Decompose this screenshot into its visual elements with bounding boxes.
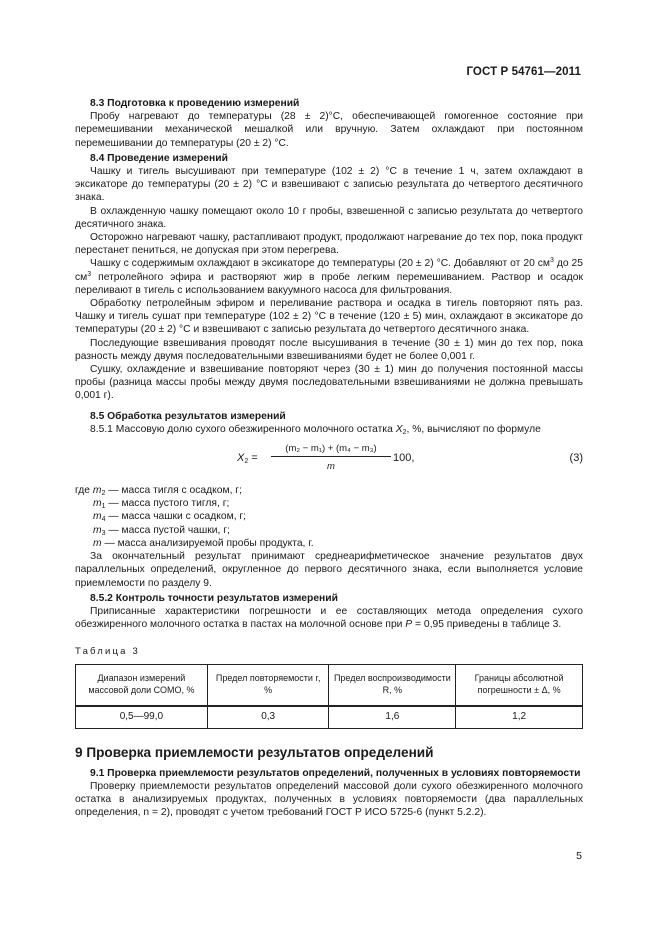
var-4-symbol: m (93, 537, 102, 549)
var-2-sub: 4 (101, 516, 106, 524)
table-3 (75, 664, 583, 729)
section-8-5-title: 8.5 Обработка результатов измерений (90, 410, 286, 422)
var-0-desc: — масса тигля с осадком, г; (105, 485, 242, 497)
formula-number: (3) (569, 452, 583, 465)
formula-lhs (237, 452, 258, 465)
section-9-title: 9 Проверка приемлемости результатов определений (75, 744, 434, 760)
variable-item (93, 510, 583, 523)
page-number: 5 (576, 850, 582, 862)
superscript-3: 3 (549, 257, 554, 265)
table-cell: 1,2 (456, 706, 583, 729)
section-8-4-paragraph-1: Чашку и тигель высушивают при температуре (102 ± 2) °С в течение 1 ч, затем охлаждают в эксикаторе до температуры (20 ± 2) °С и взвешивают с записью результата до четвертого десятичного знака. (75, 166, 583, 204)
formula-multiplier: 100, (393, 452, 415, 465)
formula-lhs-symbol: X (237, 452, 245, 465)
section-8-4-paragraph-2: В охлажденную чашку помещают около 10 г пробы, взвешенной с записью результата до четвертого десятичного знака. (75, 205, 583, 230)
section-8-4-paragraph-5: Обработку петролейным эфиром и переливание раствора и осадка в тигель повторяют пять раз. Чашку и тигель сушат при температуре (102 ± 2) °С в течение (120 ± 5) мин, охлаждают в эксикаторе до температуры (20 ± 2) °С и взвешивают с записью результата до четвертого десятичного знака. (75, 298, 583, 336)
p4-part-c: петролейного эфира и растворяют жир в пробе легким перемешиванием. Раствор и осадок переливают в тигель с использованием вакуумного насоса для фильтрования. (75, 271, 583, 296)
p851-part-b: , %, вычисляют по формуле (406, 423, 541, 435)
var-1-symbol: m (93, 498, 102, 510)
section-9-1-paragraph: Проверку приемлемости результатов определений массовой доли сухого обезжиренного молочного остатка в анализируемых продуктах, полученных в условиях повторяемости (два параллельных определения, n = 2), проводят с учетом требований ГОСТ Р ИСО 5725-6 (пункт 5.2.2). (75, 780, 583, 819)
var-3-desc: — масса пустой чашки, г; (105, 524, 230, 536)
section-8-5-1-paragraph (75, 423, 583, 436)
p4-part-b: до 25 см (75, 258, 583, 283)
table-cell: 1,6 (329, 706, 456, 729)
section-8-5-2-paragraph (75, 605, 583, 631)
p852-part-a: Приписанные характеристики погрешности и ее составляющих метода определения сухого обезжиренного молочного остатка в пастах на молочной основе при (75, 605, 583, 631)
section-8-3-title: 8.3 Подготовка к проведению измерений (90, 98, 300, 109)
var-1-desc: — масса пустого тигля, г; (105, 498, 230, 510)
var-4-desc: — масса анализируемой пробы продукта, г. (101, 537, 314, 549)
p4-part-a: Чашку с содержимым охлаждают в эксикаторе до температуры (20 ± 2) °С. Добавляют от 20 см (90, 258, 550, 270)
var-0-symbol: m (92, 485, 102, 497)
var-1-sub: 1 (101, 503, 106, 511)
symbol-p: P (405, 619, 413, 631)
section-9-1-title: 9.1 Проверка приемлемости результатов определений, полученных в условиях повторяемости (90, 767, 581, 779)
variable-item (93, 497, 583, 510)
var-2-desc: — масса чашки с осадком, г; (105, 511, 247, 523)
formula-fraction (271, 442, 391, 473)
formula-equals: = (248, 452, 258, 465)
table-header-cell: Предел воспроизводимости R, % (329, 664, 456, 706)
section-8-4-title: 8.4 Проведение измерений (90, 152, 228, 164)
p851-part-a: 8.5.1 Массовую долю сухого обезжиренного молочного остатка (90, 423, 396, 435)
formula-numerator: (m₂ − m₁) + (m₄ − m₃) (271, 442, 391, 457)
where-word: где (75, 485, 91, 497)
table-header-cell: Диапазон измерений массовой доли СОМО, % (76, 664, 208, 706)
variable-item (93, 537, 583, 550)
table-3-caption: Таблица 3 (75, 646, 140, 658)
table-row (76, 706, 583, 729)
p852-part-b: = 0,95 приведены в таблице 3. (412, 619, 562, 631)
subscript-2: 2 (402, 428, 407, 436)
section-8-4-paragraph-6: Последующие взвешивания проводят после высушивания в течение (30 ± 1) мин до тех пор, пока разность между двумя последовательными взвешиваниями будет не более 0,001 г. (75, 337, 583, 362)
table-header-cell: Предел повторяемости r, % (207, 664, 329, 706)
variable-item (93, 524, 583, 537)
section-8-5-paragraph-2: За окончательный результат принимают среднеарифметическое значение результатов двух параллельных определений, округленное до первого десятичного знака, если выполняется условие приемлемости по разделу 9. (75, 551, 583, 589)
table-header-row (76, 664, 583, 706)
formula-denominator: m (327, 461, 335, 473)
variables-intro (75, 484, 583, 497)
document-body (75, 96, 583, 819)
section-8-3-paragraph: Пробу нагревают до температуры (28 ± 2)°С, обеспечивающей гомогенное состояние при перемешивании механической мешалкой или вручную. Затем охлаждают при постоянном перемешивании до температуры (20 ± 2) °С. (75, 111, 583, 149)
var-3-sub: 3 (101, 529, 106, 537)
superscript-3b: 3 (87, 270, 92, 278)
table-cell: 0,3 (207, 706, 329, 729)
section-8-4-paragraph-4 (75, 257, 583, 297)
formula-lhs-sub: 2 (244, 458, 249, 466)
var-0-sub: 2 (101, 490, 106, 498)
formula-3 (75, 442, 583, 480)
symbol-x: X (395, 423, 403, 435)
var-2-symbol: m (93, 511, 102, 523)
section-8-5-2-title: 8.5.2 Контроль точности результатов измерений (90, 592, 338, 604)
section-8-4-paragraph-3: Осторожно нагревают чашку, растапливают продукт, продолжают нагревание до тех пор, пока продукт перестанет пениться, не допуская при этом перегрева. (75, 232, 583, 257)
table-header-cell: Границы абсолютной погрешности ± Δ, % (456, 664, 583, 706)
variables-list (75, 497, 583, 550)
section-8-4-paragraph-7: Сушку, охлаждение и взвешивание повторяют через (30 ± 1) мин до получения постоянной массы пробы (разница массы пробы между двумя последовательными взвешиваниями не должна превышать 0,001 г). (75, 364, 583, 402)
table-cell: 0,5—99,0 (76, 706, 208, 729)
document-header-id: ГОСТ Р 54761—2011 (466, 66, 581, 78)
var-3-symbol: m (93, 524, 102, 536)
